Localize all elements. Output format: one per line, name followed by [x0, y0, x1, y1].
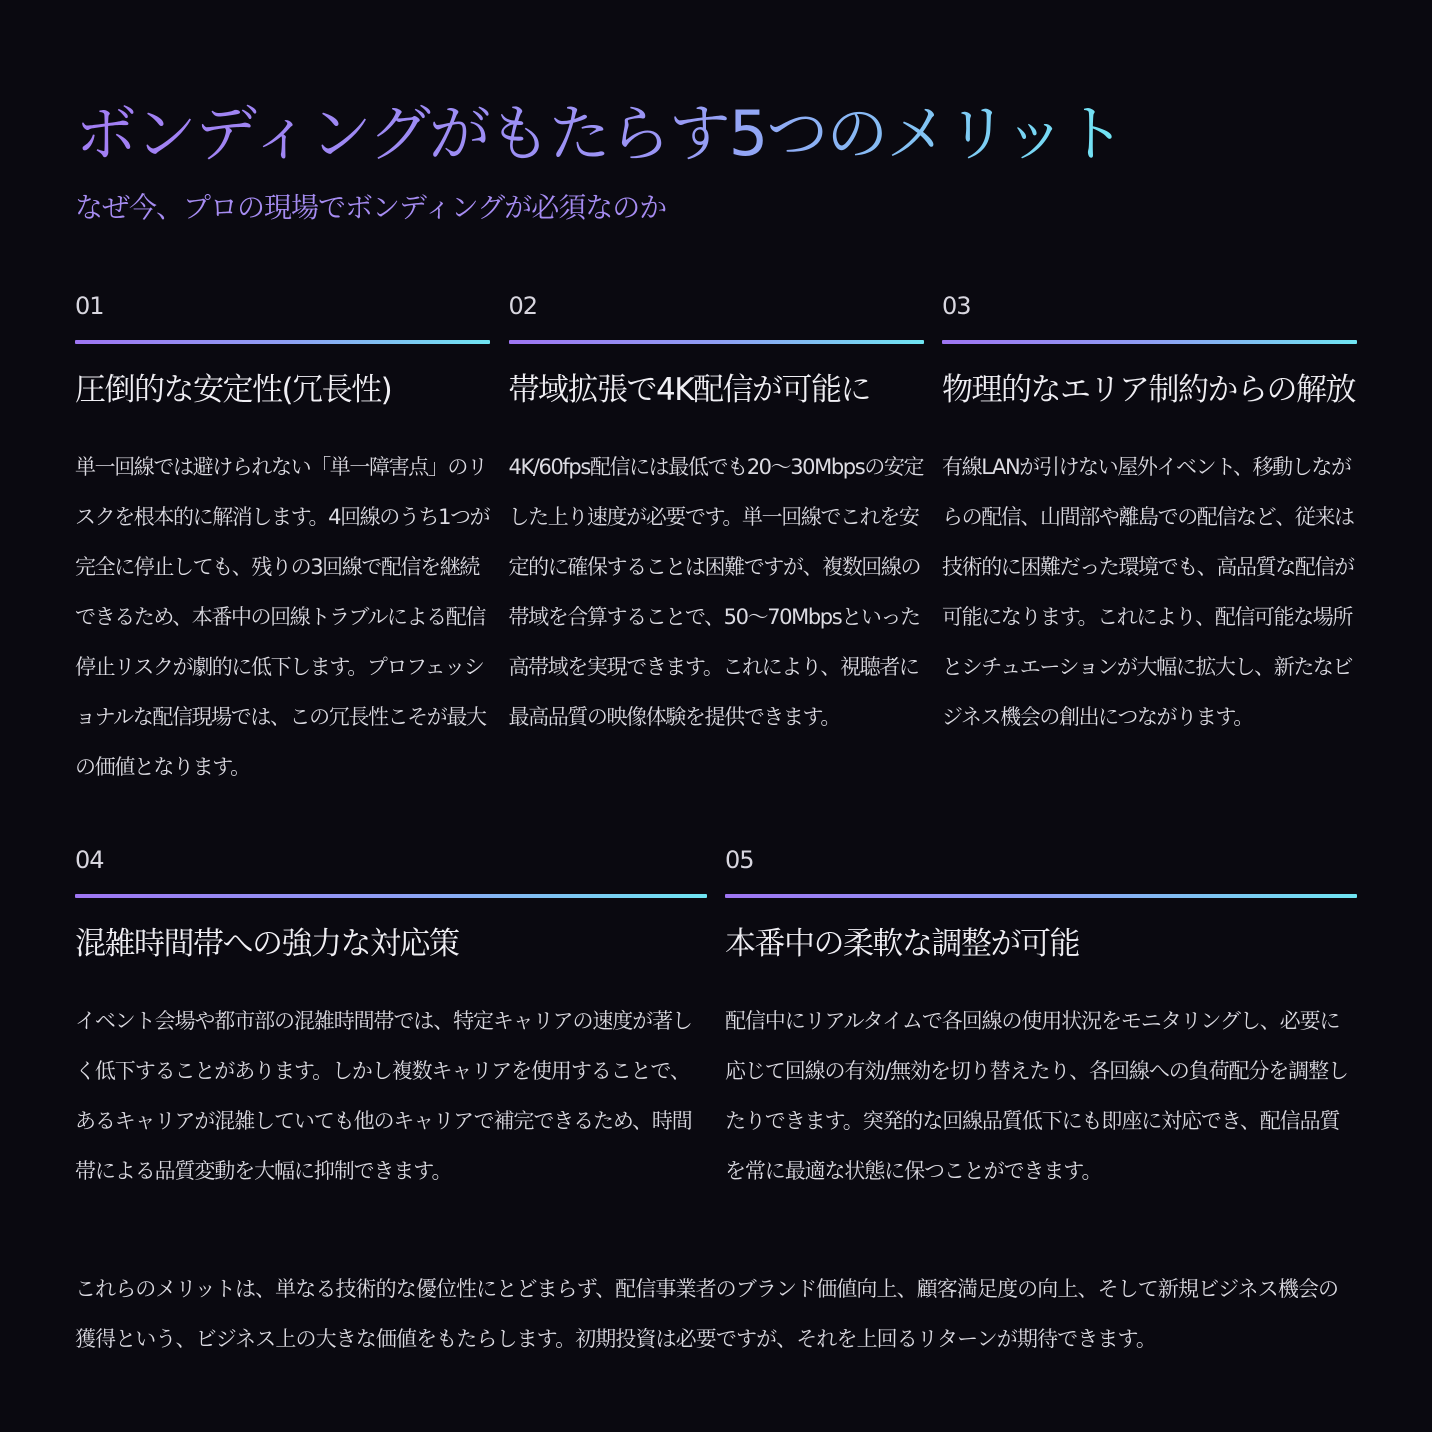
merits-row-bottom [75, 842, 1357, 1196]
merits-page [75, 92, 1357, 1364]
gradient-divider [75, 894, 707, 898]
merit-number: 01 [75, 292, 104, 320]
merit-body: 有線LANが引けない屋外イベント、移動しながらの配信、山間部や離島での配信など、従来は技術的に困難だった環境でも、高品質な配信が可能になります。これにより、配信可能な場所とシチュエーションが大幅に拡大し、新たなビジネス機会の創出につながります。 [942, 455, 1354, 729]
merit-body: 単一回線では避けられない「単一障害点」のリスクを根本的に解消します。4回線のうち1つが完全に停止しても、残りの3回線で配信を継続できるため、本番中の回線トラブルによる配信停止リスクが劇的に低下します。プロフェッショナルな配信現場では、この冗長性こそが最大の価値となります。 [75, 455, 490, 779]
merit-number: 04 [75, 846, 104, 874]
merit-number: 03 [942, 292, 971, 320]
merit-heading: 本番中の柔軟な調整が可能 [725, 926, 1079, 962]
merit-heading: 圧倒的な安定性(冗長性) [75, 372, 392, 408]
gradient-divider [942, 340, 1357, 344]
merit-card-03 [942, 288, 1357, 792]
page-subtitle: なぜ今、プロの現場でボンディングが必須なのか [75, 191, 667, 224]
gradient-divider [75, 340, 490, 344]
gradient-divider [509, 340, 924, 344]
conclusion-paragraph: これらのメリットは、単なる技術的な優位性にとどまらず、配信事業者のブランド価値向上、顧客満足度の向上、そして新規ビジネス機会の獲得という、ビジネス上の大きな価値をもたらします。初期投資は必要ですが、それを上回るリターンが期待できます。 [75, 1277, 1339, 1351]
merit-number: 05 [725, 846, 754, 874]
merit-heading: 混雑時間帯への強力な対応策 [75, 926, 459, 962]
merits-row-top [75, 288, 1357, 792]
merit-body: イベント会場や都市部の混雑時間帯では、特定キャリアの速度が著しく低下することがあります。しかし複数キャリアを使用することで、あるキャリアが混雑していても他のキャリアで補完できるため、時間帯による品質変動を大幅に抑制できます。 [75, 1009, 692, 1183]
page-title: ボンディングがもたらす5つのメリット [75, 92, 1124, 176]
merit-card-02 [509, 288, 924, 792]
merit-heading: 帯域拡張で4K配信が可能に [508, 372, 871, 408]
gradient-divider [725, 894, 1357, 898]
merit-card-04 [75, 842, 707, 1196]
merit-card-01 [75, 288, 490, 792]
merit-number: 02 [508, 292, 538, 320]
merit-card-05 [725, 842, 1357, 1196]
merit-body: 4K/60fps配信には最低でも20〜30Mbpsの安定した上り速度が必要です。単一回線でこれを安定的に確保することは困難ですが、複数回線の帯域を合算することで、50〜70Mbpsといった高帯域を実現できます。これにより、視聴者に最高品質の映像体験を提供できます。 [508, 455, 924, 729]
merit-body: 配信中にリアルタイムで各回線の使用状況をモニタリングし、必要に応じて回線の有効/無効を切り替えたり、各回線への負荷配分を調整したりできます。突発的な回線品質低下にも即座に対応でき、配信品質を常に最適な状態に保つことができます。 [725, 1009, 1348, 1183]
merit-heading: 物理的なエリア制約からの解放 [942, 372, 1355, 408]
